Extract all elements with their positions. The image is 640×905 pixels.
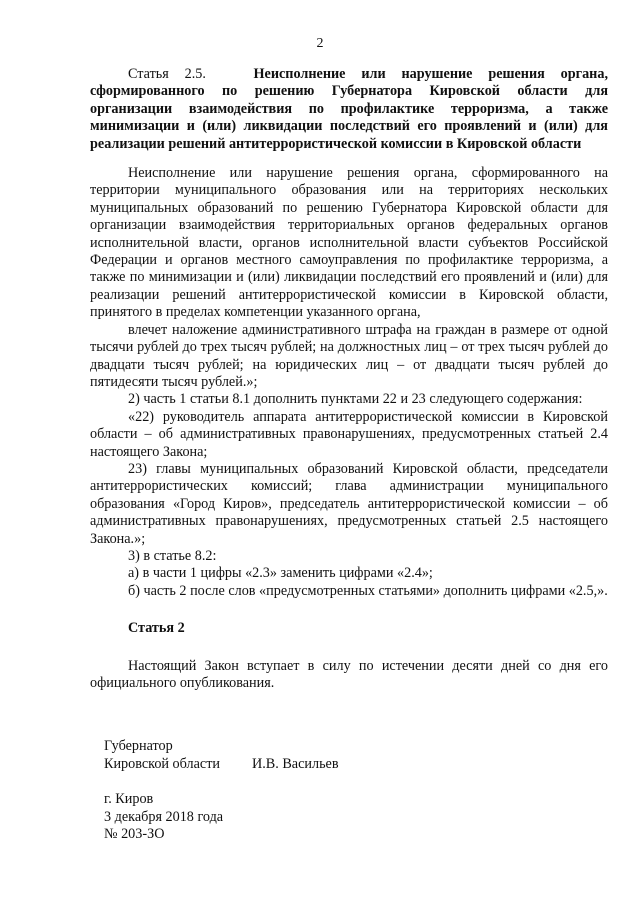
article-2-5-heading xyxy=(90,66,608,153)
amendment-item-22: «22) руководитель аппарата антитеррористической комиссии в Кировской области – об административных правонарушениях, предусмотренных статьей 2.4 настоящего Закона; xyxy=(90,408,608,460)
article-2-5-title: Неисполнение или нарушение решения органа, сформированного по решению Губернатора Кировской области для организации взаимодействия по профилактике терроризма, а также минимизации и (или) ликвидации последствий его проявлений и (или) для реализации решений антитеррористической комиссии в Кировской области xyxy=(90,66,609,152)
page-number: 2 xyxy=(316,36,324,51)
article-2-text: Настоящий Закон вступает в силу по истечении десяти дней со дня его официального опубликования. xyxy=(90,657,608,691)
signature-block xyxy=(104,738,339,773)
article-2-5-paragraph-2: влечет наложение административного штрафа на граждан в размере от одной тысячи рублей до трех тысяч рублей; на должностных лиц – от трех тысяч рублей до двадцати тысяч рублей; на юридических лиц – от двадцати тысяч рублей до пятидесяти тысяч рублей.»; xyxy=(90,321,608,390)
signature-position-line-1: Губернатор xyxy=(104,738,173,754)
amendment-item-23: 23) главы муниципальных образований Кировской области, председатели антитеррористических комиссий; глава администрации муниципального образования «Город Киров», председатель антитеррористической комиссии – об административных правонарушениях, предусмотренных статьей 2.5 настоящего Закона.»; xyxy=(90,460,608,547)
article-2-5-paragraph-1: Неисполнение или нарушение решения органа, сформированного на территории муниципального образования или на территориях нескольких муниципальных образований по решению Губернатора Кировской области для организации взаимодействия территориальных органов федеральных органов исполнительной власти, органов исполнительной власти субъектов Российской Федерации и органов местного самоуправления по профилактике терроризма, а также по минимизации и (или) ликвидации последствий его проявлений и (или) для реализации решений антитеррористической комиссии в Кировской области, принятого в пределах компетенции указанного органа, xyxy=(90,165,608,321)
article-2-heading: Статья 2 xyxy=(128,620,185,637)
document-footer xyxy=(104,791,223,844)
document-date: 3 декабря 2018 года xyxy=(104,808,224,825)
amendment-item-3b: б) часть 2 после слов «предусмотренных статьями» дополнить цифрами «2.5,». xyxy=(128,582,608,599)
amendment-item-3a: а) в части 1 цифры «2.3» заменить цифрами «2.4»; xyxy=(128,565,433,582)
document-number: № 203-ЗО xyxy=(104,826,165,843)
amendment-item-3: 3) в статье 8.2: xyxy=(128,547,217,564)
document-city: г. Киров xyxy=(104,791,154,807)
document-body xyxy=(90,66,608,692)
signature-position-line-2: Кировской области xyxy=(104,755,220,772)
amendment-item-2: 2) часть 1 статьи 8.1 дополнить пунктами 22 и 23 следующего содержания: xyxy=(128,391,583,408)
signature-name: И.В. Васильев xyxy=(252,755,339,772)
article-2-5-label: Статья 2.5. xyxy=(128,66,206,82)
